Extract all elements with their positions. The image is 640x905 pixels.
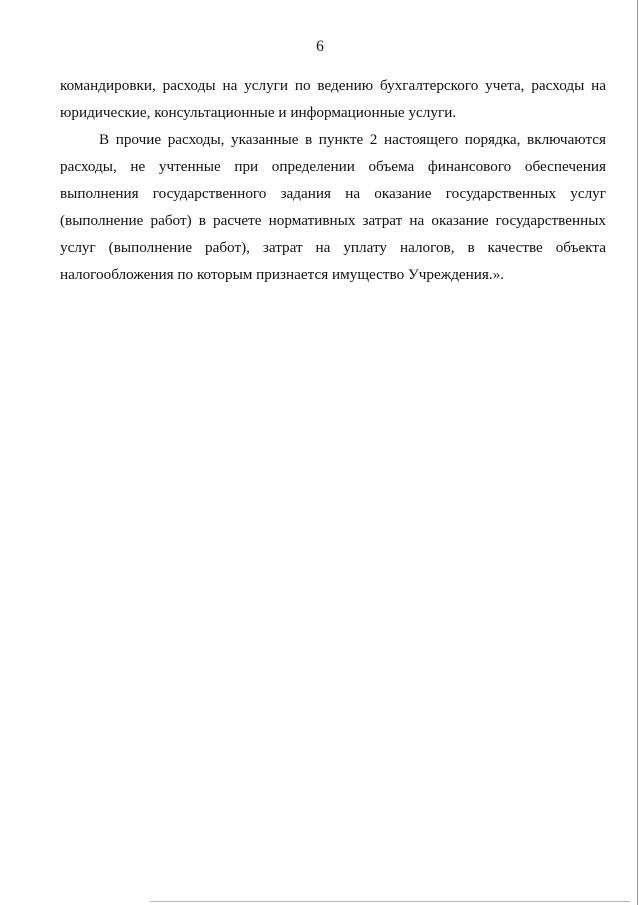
page-number: 6 <box>316 38 324 55</box>
paragraph-other-expenses: В прочие расходы, указанные в пункте 2 настоящего порядка, включаются расходы, не учтенные при определении объема финансового обеспечения выполнения государственного задания на оказание государственных услуг (выполнение работ) в расчете нормативных затрат на оказание государственных услуг (выполнение работ), затрат на уплату налогов, в качестве объекта налогообложения по которым признается имущество Учреждения.». <box>60 131 606 283</box>
document-body <box>60 72 606 288</box>
page-edge-right <box>637 0 638 905</box>
paragraph-continuation: командировки, расходы на услуги по ведению бухгалтерского учета, расходы на юридические, консультационные и информационные услуги. <box>60 77 606 121</box>
page-edge-bottom <box>150 901 630 902</box>
